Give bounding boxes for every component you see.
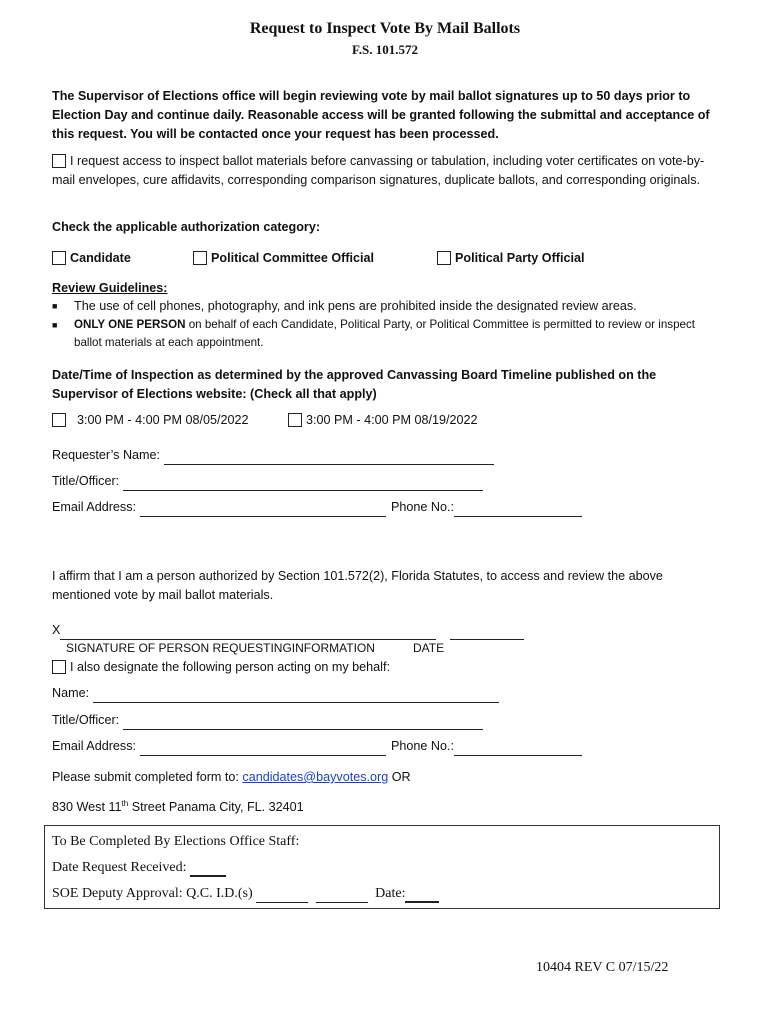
guideline-text: on behalf of each Candidate, Political Party, or Political Committee is permitted to review or inspect ballot materials at each appointment. (74, 318, 695, 349)
statute-reference: F.S. 101.572 (352, 42, 418, 57)
submit-prefix: Please submit completed form to: (52, 770, 239, 784)
requester-phone-label: Phone No.: (391, 500, 455, 514)
designee-name-field[interactable] (93, 689, 499, 703)
designee-name-row (52, 684, 499, 703)
slot-1-checkbox[interactable] (52, 413, 66, 427)
designee-title-row (52, 711, 483, 730)
signature-x-mark: X (52, 623, 61, 637)
candidate-label: Candidate (70, 251, 131, 265)
requester-name-row (52, 446, 494, 465)
authorization-heading: Check the applicable authorization category: (52, 220, 321, 234)
option-political-committee[interactable] (193, 249, 374, 268)
designee-email-label: Email Address: (52, 739, 136, 753)
signature-label: SIGNATURE OF PERSON REQUESTINGINFORMATION (66, 641, 375, 655)
submit-email-link[interactable]: candidates@bayvotes.org (242, 770, 389, 784)
address-ordinal: th (121, 799, 129, 808)
access-request (52, 152, 722, 190)
political-committee-checkbox[interactable] (193, 251, 207, 265)
affirmation-text: I affirm that I am a person authorized by Section 101.572(2), Florida Statutes, to access and review the above mentioned vote by mail ballot materials. (52, 569, 663, 602)
designate-checkbox[interactable] (52, 660, 66, 674)
staff-heading: To Be Completed By Elections Office Staff: (52, 834, 300, 849)
guideline-emphasis: ONLY ONE PERSON (74, 318, 186, 331)
slot-1[interactable] (52, 411, 249, 430)
submit-address (52, 794, 304, 817)
address-street-number: 830 West 11 (52, 800, 122, 815)
signature-date-field[interactable] (450, 626, 524, 640)
intro-paragraph: The Supervisor of Elections office will begin reviewing vote by mail ballot signatures up to 50 days prior to Election Day and continue daily. Reasonable access will be granted following the submittal and acceptance of this request. You will be contacted once your request has been processed. (52, 89, 710, 141)
guideline-item (52, 316, 722, 352)
designee-name-label: Name: (52, 686, 90, 700)
requester-name-field[interactable] (164, 451, 494, 465)
form-title: Request to Inspect Vote By Mail Ballots (249, 20, 521, 37)
option-candidate[interactable] (52, 249, 131, 268)
staff-date-field[interactable] (405, 889, 439, 903)
designee-phone-field[interactable] (454, 742, 582, 756)
access-request-checkbox[interactable] (52, 154, 66, 168)
submit-or: OR (391, 770, 411, 784)
requester-phone-field[interactable] (454, 503, 582, 517)
staff-date-received-label: Date Request Received: (52, 860, 187, 875)
submit-instructions (52, 768, 411, 787)
designee-title-label: Title/Officer: (52, 713, 120, 727)
staff-approval-row (52, 885, 439, 903)
staff-qc-id-field-1[interactable] (256, 890, 308, 903)
slot-1-label: 3:00 PM - 4:00 PM 08/05/2022 (77, 413, 249, 427)
guidelines-list (52, 297, 722, 352)
designate-text: I also designate the following person acting on my behalf: (70, 660, 390, 674)
access-request-text: I request access to inspect ballot materials before canvassing or tabulation, including voter certificates on vote-by-mail envelopes, cure affidavits, corresponding comparison signatures, duplicate ballots, and corresponding originals. (52, 154, 705, 187)
option-political-party[interactable] (437, 249, 584, 268)
slot-2[interactable] (288, 411, 478, 430)
requester-email-row (52, 498, 582, 517)
political-committee-label: Political Committee Official (211, 251, 375, 265)
staff-date-label: Date: (375, 886, 406, 901)
bullet-icon: ■ (52, 301, 58, 311)
bullet-icon: ■ (52, 320, 58, 330)
guidelines-heading: Review Guidelines: (52, 281, 168, 295)
inspection-heading: Date/Time of Inspection as determined by the approved Canvassing Board Timeline published on the Supervisor of Elections website: (Check all that apply) (52, 368, 657, 401)
guideline-item (52, 297, 722, 316)
designate-row (52, 658, 390, 677)
requester-title-row (52, 472, 483, 491)
staff-date-received-field[interactable] (190, 863, 226, 877)
signature-date-label: DATE (413, 641, 445, 655)
form-revision: 10404 REV C 07/15/22 (536, 960, 669, 975)
designee-email-field[interactable] (140, 742, 386, 756)
candidate-checkbox[interactable] (52, 251, 66, 265)
signature-row (52, 621, 524, 640)
requester-title-label: Title/Officer: (52, 474, 120, 488)
designee-phone-label: Phone No.: (391, 739, 455, 753)
staff-date-received-row (52, 859, 226, 877)
slot-2-label: 3:00 PM - 4:00 PM 08/19/2022 (306, 413, 478, 427)
guideline-text: The use of cell phones, photography, and ink pens are prohibited inside the designated review areas. (74, 299, 637, 313)
signature-field[interactable] (60, 626, 436, 640)
slot-2-checkbox[interactable] (288, 413, 302, 427)
requester-name-label: Requester’s Name: (52, 448, 161, 462)
political-party-label: Political Party Official (455, 251, 585, 265)
staff-approval-label: SOE Deputy Approval: Q.C. I.D.(s) (52, 886, 253, 901)
requester-title-field[interactable] (123, 477, 483, 491)
designee-title-field[interactable] (123, 716, 483, 730)
political-party-checkbox[interactable] (437, 251, 451, 265)
staff-qc-id-field-2[interactable] (316, 890, 368, 903)
requester-email-label: Email Address: (52, 500, 136, 514)
requester-email-field[interactable] (140, 503, 386, 517)
designee-email-row (52, 737, 582, 756)
address-rest: Street Panama City, FL. 32401 (131, 800, 304, 815)
